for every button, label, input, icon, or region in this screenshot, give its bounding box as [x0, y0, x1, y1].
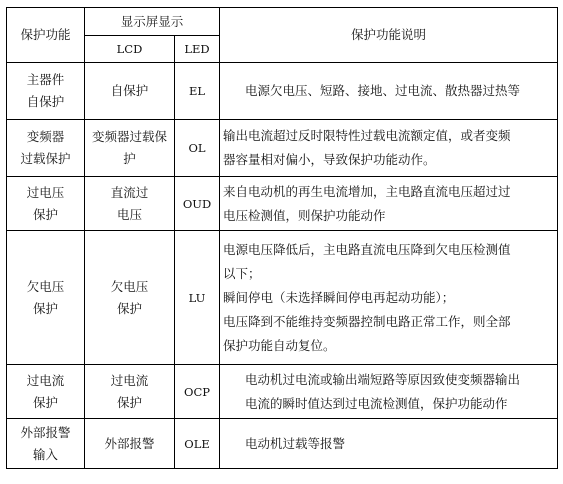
header-led: LED — [175, 36, 220, 63]
protection-function-cell — [7, 365, 85, 419]
lcd-display-cell-line: 欠电压 — [110, 278, 149, 294]
led-code-cell: EL — [175, 63, 220, 120]
header-lcd: LCD — [85, 36, 175, 63]
lcd-display-cell-line: 变频器过载保 — [91, 129, 167, 144]
description-cell-line: 电压降到不能维持变频器控制电路正常工作，则全部 — [223, 313, 511, 329]
description-cell-line: 电动机过电流或输出端短路等原因致使变频器输出 — [245, 371, 521, 387]
protection-function-cell-line: 保护 — [32, 206, 58, 222]
header-display: 显示屏显示 — [85, 8, 220, 36]
led-code-cell: OL — [175, 120, 220, 177]
description-cell-line: 器容量相对偏小，导致保护功能动作。 — [223, 152, 436, 167]
lcd-display-cell — [85, 231, 175, 365]
lcd-display-cell-line: 保护 — [116, 300, 142, 316]
header-row — [7, 8, 558, 36]
protection-function-cell — [7, 120, 85, 177]
description-cell-line: 电压检测值，则保护功能动作 — [223, 207, 386, 223]
lcd-display-cell-line: 过电流 — [110, 372, 149, 388]
lcd-display-cell-line: 自保护 — [110, 83, 149, 98]
protection-function-cell-line: 保护 — [32, 394, 58, 410]
lcd-display-cell-line: 护 — [123, 151, 136, 166]
protection-function-cell-line: 保护 — [32, 300, 58, 316]
description-cell-line: 电源电压降低后，主电路直流电压降到欠电压检测值 — [223, 241, 511, 257]
description-cell — [220, 63, 558, 120]
description-cell-line: 电源欠电压、短路、接地、过电流、散热器过热等 — [245, 83, 521, 98]
protection-function-cell-line: 变频器 — [26, 129, 65, 144]
protection-function-cell — [7, 177, 85, 231]
lcd-display-cell — [85, 419, 175, 469]
description-cell-line: 瞬间停电（未选择瞬间停电再起动功能）； — [223, 289, 455, 305]
led-code-cell: OLE — [175, 419, 220, 469]
protection-function-cell-line: 输入 — [32, 446, 58, 462]
table-row — [7, 419, 558, 469]
lcd-display-cell-line: 外部报警 — [104, 435, 155, 451]
lcd-display-cell — [85, 63, 175, 120]
description-cell-line: 输出电流超过反时限特性过载电流额定值，或者变频 — [223, 128, 511, 143]
lcd-display-cell-line: 电压 — [116, 206, 142, 222]
description-cell — [220, 419, 558, 469]
lcd-display-cell — [85, 120, 175, 177]
description-cell — [220, 231, 558, 365]
led-code-cell: OUD — [175, 177, 220, 231]
description-cell — [220, 120, 558, 177]
protection-function-cell — [7, 419, 85, 469]
description-cell — [220, 365, 558, 419]
table-row — [7, 63, 558, 120]
table-row — [7, 231, 558, 365]
protection-function-cell — [7, 231, 85, 365]
led-code-cell: LU — [175, 231, 220, 365]
lcd-display-cell-line: 保护 — [116, 394, 142, 410]
lcd-display-cell — [85, 365, 175, 419]
header-description: 保护功能说明 — [220, 8, 558, 63]
protection-function-cell-line: 主器件 — [26, 72, 65, 87]
protection-function-cell — [7, 63, 85, 120]
protection-function-table — [6, 7, 558, 469]
description-cell-line: 电动机过载等报警 — [245, 435, 346, 451]
description-cell-line: 来自电动机的再生电流增加，主电路直流电压超过过 — [223, 183, 511, 199]
table-row — [7, 177, 558, 231]
protection-function-cell-line: 过载保护 — [20, 151, 71, 166]
protection-function-cell-line: 过电压 — [26, 184, 65, 200]
description-cell-line: 电流的瞬时值达到过电流检测值，保护功能动作 — [245, 395, 508, 411]
led-code-cell: OCP — [175, 365, 220, 419]
protection-function-cell-line: 过电流 — [26, 372, 65, 388]
table-row — [7, 120, 558, 177]
lcd-display-cell-line: 直流过 — [110, 184, 149, 200]
description-cell — [220, 177, 558, 231]
lcd-display-cell — [85, 177, 175, 231]
description-cell-line: 以下； — [223, 265, 261, 281]
table-row — [7, 365, 558, 419]
description-cell-line: 保护功能自动复位。 — [223, 337, 336, 353]
protection-function-cell-line: 外部报警 — [20, 424, 71, 440]
protection-function-cell-line: 自保护 — [26, 94, 65, 109]
header-protection-function: 保护功能 — [7, 8, 85, 63]
protection-function-cell-line: 欠电压 — [26, 278, 65, 294]
